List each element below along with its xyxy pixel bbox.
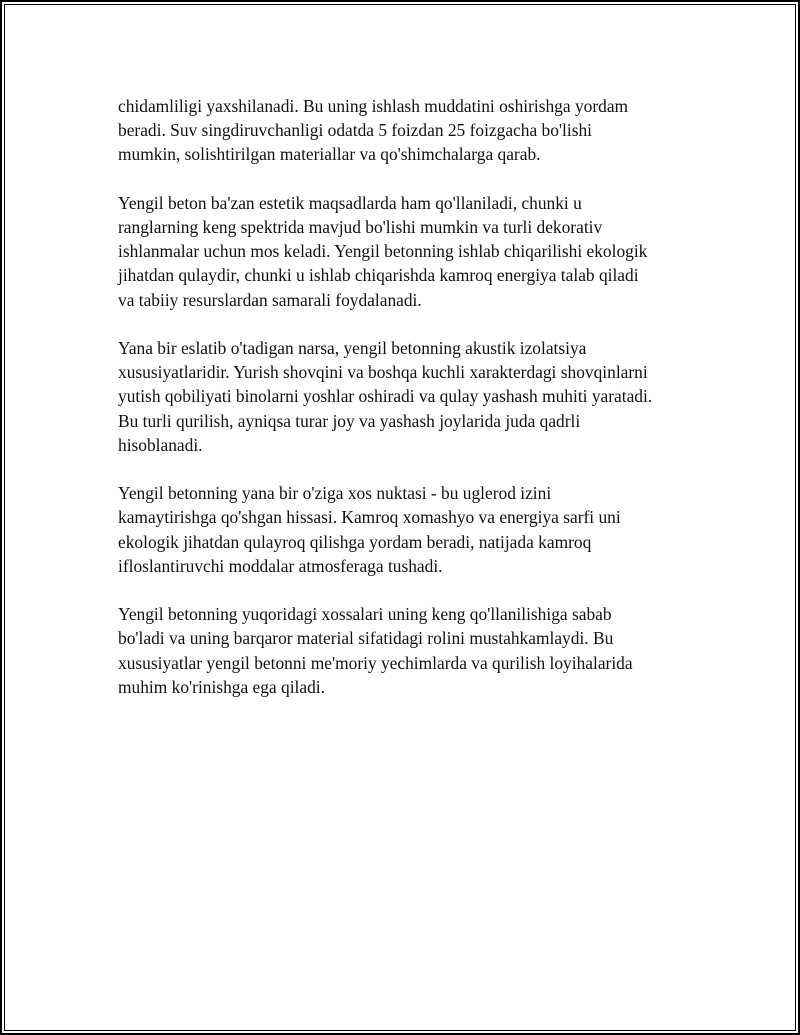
- paragraph-4: Yengil betonning yana bir o'ziga xos nuktasi - bu uglerod izini kamaytirishga qo'shgan hissasi. Kamroq xomashyo va energiya sarfi uni ekologik jihatdan qulayroq qilishga yordam beradi, natijada kamroq ifloslantiruvchi moddalar atmosferaga tushadi.: [118, 483, 621, 576]
- paragraph-1: chidamliligi yaxshilanadi. Bu uning ishlash muddatini oshirishga yordam beradi. Suv singdiruvchanligi odatda 5 foizdan 25 foizgacha bo'lishi mumkin, solishtirilgan materiallar va qo'shimchalarga qarab.: [118, 96, 629, 165]
- paragraph-3: Yana bir eslatib o'tadigan narsa, yengil betonning akustik izolatsiya xususiyatlaridir. Yurish shovqini va boshqa kuchli xarakterdagi shovqinlarni yutish qobiliyati binolarni yoshlar oshiradi va qulay yashash muhiti yaratadi. Bu turli qurilish, ayniqsa turar joy va yashash joylarida juda qadrli hisoblanadi.: [118, 338, 653, 455]
- document-body: [118, 94, 698, 723]
- paragraph-5: Yengil betonning yuqoridagi xossalari uning keng qo'llanilishiga sabab bo'ladi va uning barqaror material sifatidagi rolini mustahkamlaydi. Bu xususiyatlar yengil betonni me'moriy yechimlarda va qurilish loyihalarida muhim ko'rinishga ega qiladi.: [118, 604, 633, 697]
- paragraph-2: Yengil beton ba'zan estetik maqsadlarda ham qo'llaniladi, chunki u ranglarning keng spektrida mavjud bo'lishi mumkin va turli dekorativ ishlanmalar uchun mos keladi. Yengil betonning ishlab chiqarilishi ekologik jihatdan qulaydir, chunki u ishlab chiqarishda kamroq energiya talab qiladi va tabiiy resurslardan samarali foydalanadi.: [118, 192, 648, 310]
